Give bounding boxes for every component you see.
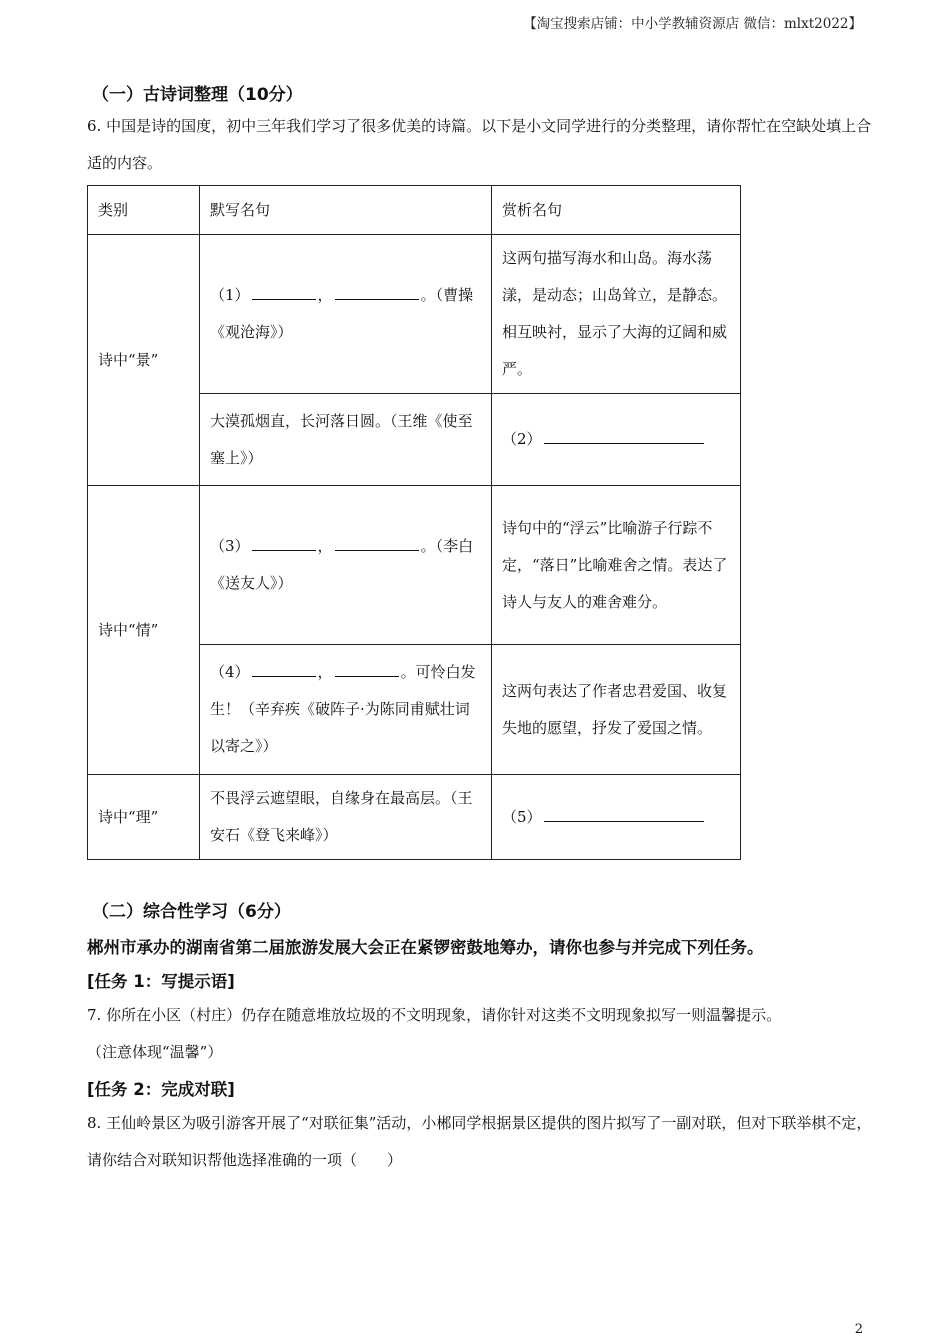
page-header: 【淘宝搜索店铺：中小学教辅资源店 微信：mlxt2022】 bbox=[523, 16, 862, 32]
header-category: 类别 bbox=[88, 186, 200, 235]
category-li: 诗中“理” bbox=[88, 775, 200, 860]
category-qing: 诗中“情” bbox=[88, 486, 200, 775]
question-8-text: 8. 王仙岭景区为吸引游客开展了“对联征集”活动，小郴同学根据景区提供的图片拟写了一副对联，但对下联举棋不定，请你结合对联知识帮他选择准确的一项（ ） bbox=[87, 1114, 872, 1169]
blank-label-4: （4） bbox=[210, 663, 250, 681]
source-text: 。可怜白发生！（辛弃疾《破阵子·为陈同甫赋壮词以寄之》） bbox=[210, 663, 476, 755]
question-7-line-1: 7. 你所在小区（村庄）仍存在随意堆放垃圾的不文明现象，请你针对这类不文明现象拟写一则温馨提示。 bbox=[87, 1006, 782, 1024]
blank-label-5: （5） bbox=[502, 807, 542, 826]
page-number: 2 bbox=[854, 1322, 863, 1337]
blank-3a[interactable] bbox=[252, 534, 316, 551]
blank-1a[interactable] bbox=[252, 283, 316, 300]
separator: ， bbox=[317, 286, 333, 304]
dictation-cell-1 bbox=[200, 235, 492, 394]
question-7-line-2: （注意体现“温馨”） bbox=[87, 1043, 223, 1061]
header-dictation: 默写名句 bbox=[200, 186, 492, 235]
appreciation-cell-3: 诗句中的“浮云”比喻游子行踪不定，“落日”比喻难舍之情。表达了诗人与友人的难舍难分。 bbox=[492, 486, 741, 645]
appreciation-cell-1: 这两句描写海水和山岛。海水荡漾，是动态；山岛耸立，是静态。相互映衬，显示了大海的辽阔和威严。 bbox=[492, 235, 741, 394]
appreciation-cell-4: 这两句表达了作者忠君爱国、收复失地的愿望，抒发了爱国之情。 bbox=[492, 645, 741, 775]
appreciation-cell-5 bbox=[492, 775, 741, 860]
dictation-cell-4 bbox=[200, 645, 492, 775]
category-jing: 诗中“景” bbox=[88, 235, 200, 486]
blank-label-2: （2） bbox=[502, 430, 542, 448]
appreciation-cell-2 bbox=[492, 394, 741, 486]
dictation-cell-3 bbox=[200, 486, 492, 645]
blank-4a[interactable] bbox=[252, 660, 316, 677]
section-intro: 郴州市承办的湖南省第二届旅游发展大会正在紧锣密鼓地筹办，请你也参与并完成下列任务。 bbox=[87, 938, 764, 957]
blank-4b[interactable] bbox=[335, 660, 399, 677]
header-appreciation: 赏析名句 bbox=[492, 186, 741, 235]
separator: ， bbox=[317, 537, 333, 555]
blank-2[interactable] bbox=[544, 427, 704, 444]
table-row bbox=[88, 775, 741, 860]
dictation-cell-5: 不畏浮云遮望眼，自缘身在最高层。（王安石《登飞来峰》） bbox=[200, 775, 492, 860]
task-2-heading: [任务 2：完成对联] bbox=[87, 1080, 235, 1099]
section-title-poetry: （一）古诗词整理（10分） bbox=[92, 85, 303, 105]
table-row bbox=[88, 486, 741, 645]
blank-label-3: （3） bbox=[210, 537, 250, 555]
blank-3b[interactable] bbox=[335, 534, 419, 551]
question-6-text: 6. 中国是诗的国度，初中三年我们学习了很多优美的诗篇。以下是小文同学进行的分类整理，请你帮忙在空缺处填上合适的内容。 bbox=[87, 117, 872, 172]
blank-5[interactable] bbox=[544, 805, 704, 822]
separator: ， bbox=[317, 663, 333, 681]
task-1-heading: [任务 1：写提示语] bbox=[87, 972, 235, 991]
blank-label-1: （1） bbox=[210, 286, 250, 304]
poem-table bbox=[87, 185, 741, 860]
blank-1b[interactable] bbox=[335, 283, 419, 300]
dictation-cell-2: 大漠孤烟直，长河落日圆。（王维《使至塞上》） bbox=[200, 394, 492, 486]
section-title-comprehensive: （二）综合性学习（6分） bbox=[92, 902, 291, 922]
table-row bbox=[88, 235, 741, 394]
table-header-row bbox=[88, 186, 741, 235]
source-text: 。（李白《送友人》） bbox=[210, 537, 474, 592]
source-text: 。（曹操《观沧海》） bbox=[210, 286, 474, 341]
